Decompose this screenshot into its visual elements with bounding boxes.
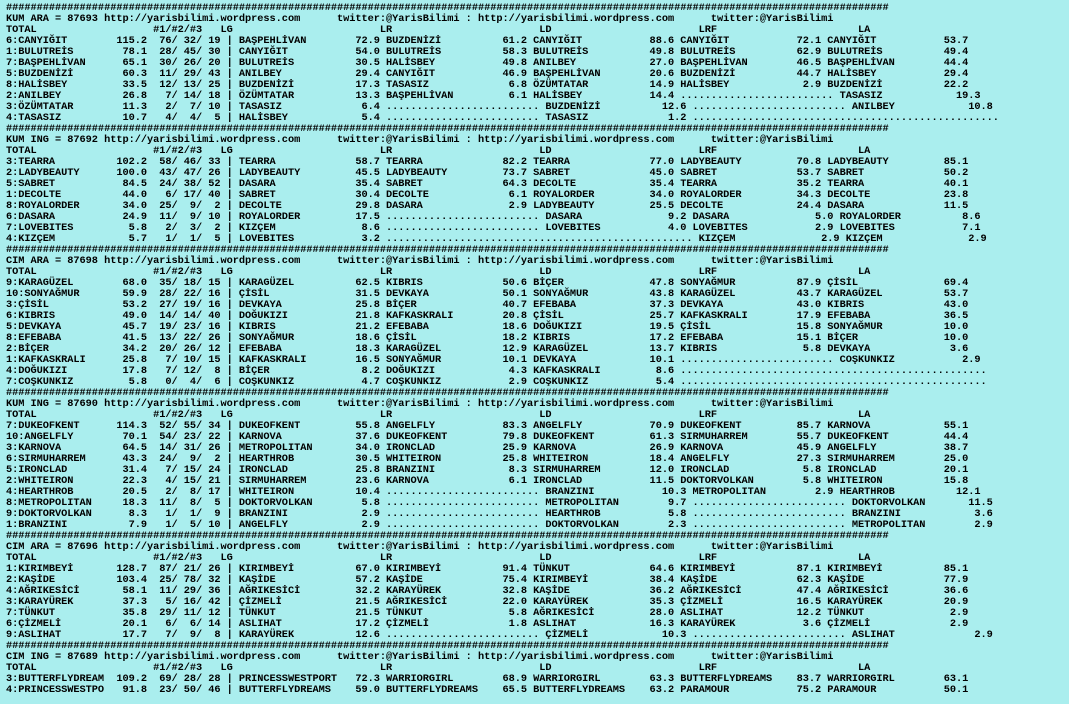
text-line: TOTAL #1/#2/#3 LG LR LD LRF LA — [6, 24, 871, 36]
text-line: KUM ING = 87690 http://yarisbilimi.wordpress.com twitter:@YarisBilimi : http://yarisbilimi.wordpress.com twitter:@YarisBilimi — [6, 398, 834, 410]
text-line: 1:BRANZINI 7.9 1/ 5/ 10 | ANGELFLY 2.9 ......................... DOKTORVOLKAN 2.3 ......................... METROPOLITAN 2.9 — [6, 519, 993, 531]
text-line: TOTAL #1/#2/#3 LG LR LD LRF LA — [6, 662, 871, 674]
text-line: 1:BULUTREİS 78.1 28/ 45/ 30 | CANYIĞIT 54.0 BULUTREİS 58.3 BULUTREİS 49.8 BULUTREİS 62.9 BULUTREİS 49.4 — [6, 46, 969, 58]
text-line: 8:ROYALORDER 34.0 25/ 9/ 2 | DECOLTE 29.8 DASARA 2.9 LADYBEAUTY 25.5 DECOLTE 24.4 DASARA 11.5 — [6, 200, 969, 212]
text-line: 7:BAŞPEHLİVAN 65.1 30/ 26/ 20 | BULUTREİS 30.5 HALİSBEY 49.8 ANILBEY 27.0 BAŞPEHLİVAN 46.5 BAŞPEHLİVAN 44.4 — [6, 57, 969, 69]
text-line: 4:HEARTHROB 20.5 2/ 8/ 17 | WHITEIRON 10.4 ......................... BRANZINI 10.3 METROPOLITAN 2.9 HEARTHROB 12.1 — [6, 486, 981, 498]
text-line: 2:WHITEIRON 22.3 4/ 15/ 21 | SIRMUHARREM 23.6 KARNOVA 6.1 IRONCLAD 11.5 DOKTORVOLKAN 5.8 WHITEIRON 15.8 — [6, 475, 969, 487]
separator-line: ################################################################################################################################################ — [6, 387, 889, 399]
text-line: 4:PRINCESSWESTPO 91.8 23/ 50/ 46 | BUTTERFLYDREAMS 59.0 BUTTERFLYDREAMS 65.5 BUTTERFLYDREAMS 63.2 PARAMOUR 75.2 PARAMOUR 50.1 — [6, 684, 969, 696]
text-line: 6:ÇİZMELİ 20.1 6/ 6/ 14 | ASLIHAT 17.2 ÇİZMELİ 1.8 ASLIHAT 16.3 KARAYÜREK 3.6 ÇİZMELİ 2.9 — [6, 618, 969, 630]
text-line: 2:LADYBEAUTY 100.0 43/ 47/ 26 | LADYBEAUTY 45.5 LADYBEAUTY 73.7 SABRET 45.0 SABRET 53.7 SABRET 50.2 — [6, 167, 969, 179]
text-line: 10:ANGELFLY 70.1 54/ 23/ 22 | KARNOVA 37.6 DUKEOFKENT 79.8 DUKEOFKENT 61.3 SIRMUHARREM 55.7 DUKEOFKENT 44.4 — [6, 431, 969, 443]
separator-line: ################################################################################################################################################ — [6, 2, 889, 14]
text-line: KUM ING = 87692 http://yarisbilimi.wordpress.com twitter:@YarisBilimi : http://yarisbilimi.wordpress.com twitter:@YarisBilimi — [6, 134, 834, 146]
text-line: 4:KIZÇEM 5.7 1/ 1/ 5 | LOVEBITES 3.2 .................................................. KIZÇEM 2.9 KIZÇEM 2.9 — [6, 233, 987, 245]
separator-line: ################################################################################################################################################ — [6, 640, 889, 652]
text-line: 6:DASARA 24.9 11/ 9/ 10 | ROYALORDER 17.5 ......................... DASARA 9.2 DASARA 5.0 ROYALORDER 8.6 — [6, 211, 981, 223]
text-line: 3:ÇİSİL 53.2 27/ 19/ 16 | DEVKAYA 25.8 BİÇER 40.7 EFEBABA 37.3 DEVKAYA 43.0 KIBRIS 43.0 — [6, 299, 969, 311]
text-line: TOTAL #1/#2/#3 LG LR LD LRF LA — [6, 145, 871, 157]
text-line: 7:LOVEBITES 5.8 2/ 3/ 2 | KIZÇEM 8.6 ......................... LOVEBITES 4.0 LOVEBITES 2.9 LOVEBITES 7.1 — [6, 222, 981, 234]
text-line: TOTAL #1/#2/#3 LG LR LD LRF LA — [6, 409, 871, 421]
text-line: 6:CANYIĞIT 115.2 76/ 32/ 19 | BAŞPEHLİVAN 72.9 BUZDENİZİ 61.2 CANYIĞIT 88.6 CANYIĞIT 72.1 CANYIĞIT 53.7 — [6, 35, 969, 47]
text-line: 1:KIRIMBEYİ 128.7 87/ 21/ 26 | KIRIMBEYİ 67.0 KIRIMBEYİ 91.4 TÜNKUT 64.6 KIRIMBEYİ 87.1 KIRIMBEYİ 85.1 — [6, 563, 969, 575]
text-line: 1:KAFKASKRALI 25.8 7/ 10/ 15 | KAFKASKRALI 16.5 SONYAĞMUR 10.1 DEVKAYA 10.1 ......................... COŞKUNKIZ 2.9 — [6, 354, 981, 366]
text-line: 4:AĞRIKESİCİ 58.1 11/ 29/ 36 | AĞRIKESİCİ 32.2 KARAYÜREK 32.8 KAŞİDE 36.2 AĞRIKESİCİ 47.4 AĞRIKESİCİ 36.6 — [6, 585, 969, 597]
text-line: 5:DEVKAYA 45.7 19/ 23/ 16 | KIBRIS 21.2 EFEBABA 18.6 DOĞUKIZI 19.5 ÇİSİL 15.8 SONYAĞMUR 10.0 — [6, 321, 969, 333]
text-line: 8:METROPOLITAN 18.3 11/ 8/ 5 | DOKTORVOLKAN 5.8 ......................... METROPOLITAN 9.7 ......................... DOKTORVOLKAN 11.5 — [6, 497, 993, 509]
text-line: 10:SONYAĞMUR 59.9 28/ 22/ 16 | ÇİSİL 31.5 DEVKAYA 50.1 SONYAĞMUR 43.8 KARAGÜZEL 43.7 KARAGÜZEL 53.7 — [6, 288, 969, 300]
separator-line: ################################################################################################################################################ — [6, 244, 889, 256]
text-line: 8:EFEBABA 41.5 13/ 22/ 26 | SONYAĞMUR 18.6 ÇİSİL 18.2 KIBRIS 17.2 EFEBABA 15.1 BİÇER 10.0 — [6, 332, 969, 344]
text-line: 5:IRONCLAD 31.4 7/ 15/ 24 | IRONCLAD 25.8 BRANZINI 8.3 SIRMUHARREM 12.0 IRONCLAD 5.8 IRONCLAD 20.1 — [6, 464, 969, 476]
text-line: 2:BİÇER 34.2 20/ 26/ 12 | EFEBABA 18.3 KARAGÜZEL 12.9 KARAGÜZEL 13.7 KIBRIS 5.8 DEVKAYA 3.6 — [6, 343, 969, 355]
text-line: CIM ARA = 87696 http://yarisbilimi.wordpress.com twitter:@YarisBilimi : http://yarisbilimi.wordpress.com twitter:@YarisBilimi — [6, 541, 834, 553]
text-line: 3:TEARRA 102.2 58/ 46/ 33 | TEARRA 58.7 TEARRA 82.2 TEARRA 77.0 LADYBEAUTY 70.8 LADYBEAUTY 85.1 — [6, 156, 969, 168]
separator-line: ################################################################################################################################################ — [6, 530, 889, 542]
text-line: 4:DOĞUKIZI 17.8 7/ 12/ 8 | BİÇER 8.2 DOĞUKIZI 4.3 KAFKASKRALI 8.6 .................................................. — [6, 365, 987, 377]
text-line: 3:KARAYÜREK 37.3 5/ 16/ 42 | ÇİZMELİ 21.5 AĞRIKESİCİ 22.0 KARAYÜREK 35.3 ÇİZMELİ 16.5 KARAYÜREK 20.9 — [6, 596, 969, 608]
text-line: 5:SABRET 84.5 24/ 38/ 52 | DASARA 35.4 SABRET 64.3 DECOLTE 35.4 TEARRA 35.2 TEARRA 40.1 — [6, 178, 969, 190]
text-line: 5:BUZDENİZİ 60.3 11/ 29/ 43 | ANILBEY 29.4 CANYIĞIT 46.9 BAŞPEHLİVAN 20.6 BUZDENİZİ 44.7 HALİSBEY 29.4 — [6, 68, 969, 80]
text-line: TOTAL #1/#2/#3 LG LR LD LRF LA — [6, 266, 871, 278]
text-line: 1:DECOLTE 44.0 6/ 17/ 40 | SABRET 30.4 DECOLTE 6.1 ROYALORDER 34.0 ROYALORDER 34.3 DECOLTE 23.8 — [6, 189, 969, 201]
separator-line: ################################################################################################################################################ — [6, 123, 889, 135]
text-line: 4:TASASIZ 10.7 4/ 4/ 5 | HALİSBEY 5.4 ......................... TASASIZ 1.2 .................................................. — [6, 112, 999, 124]
text-line: 9:DOKTORVOLKAN 8.3 1/ 1/ 9 | BRANZINI 2.9 ......................... HEARTHROB 5.8 ......................... BRANZINI 3.6 — [6, 508, 993, 520]
text-line: 9:ASLIHAT 17.7 7/ 9/ 8 | KARAYÜREK 12.6 ......................... ÇİZMELİ 10.3 ......................... ASLIHAT 2.9 — [6, 629, 993, 641]
text-line: CIM ARA = 87698 http://yarisbilimi.wordpress.com twitter:@YarisBilimi : http://yarisbilimi.wordpress.com twitter:@YarisBilimi — [6, 255, 834, 267]
text-line: 3:KARNOVA 64.5 14/ 31/ 26 | METROPOLITAN 34.0 IRONCLAD 25.9 KARNOVA 26.9 KARNOVA 45.9 ANGELFLY 38.7 — [6, 442, 969, 454]
text-line: KUM ARA = 87693 http://yarisbilimi.wordpress.com twitter:@YarisBilimi : http://yarisbilimi.wordpress.com twitter:@YarisBilimi — [6, 13, 834, 25]
text-line: 7:TÜNKUT 35.8 29/ 11/ 12 | TÜNKUT 21.5 TÜNKUT 5.8 AĞRIKESİCİ 28.0 ASLIHAT 12.2 TÜNKUT 2.9 — [6, 607, 969, 619]
text-line: 2:KAŞİDE 103.4 25/ 78/ 32 | KAŞİDE 57.2 KAŞİDE 75.4 KIRIMBEYİ 38.4 KAŞİDE 62.3 KAŞİDE 77.9 — [6, 574, 969, 586]
text-line: 7:DUKEOFKENT 114.3 52/ 55/ 34 | DUKEOFKENT 55.8 ANGELFLY 83.3 ANGELFLY 70.9 DUKEOFKENT 85.7 KARNOVA 55.1 — [6, 420, 969, 432]
text-line: TOTAL #1/#2/#3 LG LR LD LRF LA — [6, 552, 871, 564]
text-line: CIM ING = 87689 http://yarisbilimi.wordpress.com twitter:@YarisBilimi : http://yarisbilimi.wordpress.com twitter:@YarisBilimi — [6, 651, 834, 663]
text-line: 3:ÖZÜMTATAR 11.3 2/ 7/ 10 | TASASIZ 6.4 ......................... BUZDENİZİ 12.6 ......................... ANILBEY 10.8 — [6, 101, 993, 113]
text-line: 9:KARAGÜZEL 68.0 35/ 18/ 15 | KARAGÜZEL 62.5 KIBRIS 50.6 BİÇER 47.8 SONYAĞMUR 87.9 ÇİSİL 69.4 — [6, 277, 969, 289]
text-line: 6:SIRMUHARREM 43.3 24/ 9/ 2 | HEARTHROB 30.5 WHITEIRON 25.8 WHITEIRON 18.4 ANGELFLY 27.3 SIRMUHARREM 25.0 — [6, 453, 969, 465]
text-line: 3:BUTTERFLYDREAM 109.2 69/ 28/ 28 | PRINCESSWESTPORT 72.3 WARRIORGIRL 68.9 WARRIORGIRL 63.3 BUTTERFLYDREAMS 83.7 WARRIORGIRL 63.1 — [6, 673, 969, 685]
text-line: 2:ANILBEY 26.8 7/ 14/ 18 | ÖZÜMTATAR 13.3 BAŞPEHLİVAN 6.1 HALİSBEY 14.4 ......................... TASASIZ 19.3 — [6, 90, 981, 102]
text-line: 7:COŞKUNKIZ 5.8 0/ 4/ 6 | COŞKUNKIZ 4.7 COŞKUNKIZ 2.9 COŞKUNKIZ 5.4 .................................................. — [6, 376, 987, 388]
text-line: 8:HALİSBEY 33.5 12/ 13/ 25 | BUZDENİZİ 17.3 TASASIZ 6.8 ÖZÜMTATAR 14.9 HALİSBEY 2.9 BUZDENİZİ 22.2 — [6, 79, 969, 91]
text-line: 6:KIBRIS 49.0 14/ 14/ 40 | DOĞUKIZI 21.8 KAFKASKRALI 20.8 ÇİSİL 25.7 KAFKASKRALI 17.9 EFEBABA 36.5 — [6, 310, 969, 322]
